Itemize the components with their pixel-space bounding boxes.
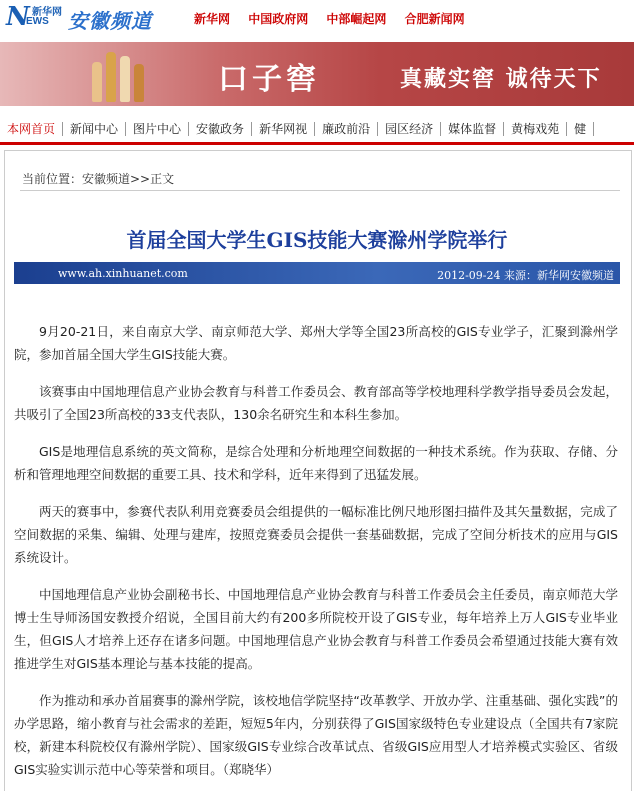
article-paragraph: 中国地理信息产业协会副秘书长、中国地理信息产业协会教育与科普工作委员会主任委员，南京师范大学博士生导师汤国安教授介绍说，全国目前大约有200多所院校开设了GIS专业，每年培养上万人GIS专业毕业生，但GIS人才培养上还存在诸多问题。中国地理信息产业协会教育与科普工作委员会希望通过技能大赛有效推进学生对GIS基本理论与基本技能的提高。 (14, 587, 618, 671)
top-link-zhongbu[interactable]: 中部崛起网 (326, 12, 387, 26)
nav-item-opera[interactable]: 黄梅戏苑 (504, 122, 567, 136)
nav-item-media[interactable]: 媒体监督 (441, 122, 504, 136)
article-meta: 2012-09-24 来源：新华网安徽频道 (437, 269, 614, 282)
top-links (194, 10, 479, 27)
nav-item-park[interactable]: 园区经济 (378, 122, 441, 136)
banner-brand: 口子窖 (218, 62, 320, 97)
article-paragraph: 两天的赛事中，参赛代表队利用竞赛委员会组提供的一幅标准比例尺地形图扫描件及其矢量数据，完成了空间数据的采集、编辑、处理与建库，按照竞赛委员会提供一套基础数据，完成了空间分析技术的应用与GIS系统设计。 (14, 504, 618, 565)
article-info-bar (14, 262, 620, 284)
top-link-hefei[interactable]: 合肥新闻网 (404, 12, 465, 26)
article-paragraph: 作为推动和承办首届赛事的滁州学院，该校地信学院坚持“改革教学、开放办学、注重基础、强化实践”的办学思路，缩小教育与社会需求的差距，短短5年内，分别获得了GIS国家级特色专业建设点（全国共有7家院校，新建本科院校仅有滁州学院）、国家级GIS专业综合改革试点、省级GIS应用型人才培养模式实验区、省级GIS实验实训示范中心等荣誉和项目。（郑晓华） (14, 693, 618, 777)
nav-item-gov[interactable]: 安徽政务 (189, 122, 252, 136)
top-link-gov[interactable]: 中国政府网 (248, 12, 309, 26)
site-logo[interactable] (4, 2, 174, 32)
breadcrumb-divider (20, 190, 620, 191)
main-nav (0, 118, 634, 145)
bottles-image (92, 46, 152, 102)
article-paragraph: 9月20-21日，来自南京大学、南京师范大学、郑州大学等全国23所高校的GIS专业学子，汇聚到滁州学院，参加首届全国大学生GIS技能大赛。 (14, 324, 618, 362)
article-paragraph: GIS是地理信息系统的英文简称，是综合处理和分析地理空间数据的一种技术系统。作为获取、存储、分析和管理地理空间数据的重要工具、技术和学科，近年来得到了迅猛发展。 (14, 444, 618, 482)
nav-item-lianzheng[interactable]: 廉政前沿 (315, 122, 378, 136)
nav-item-news[interactable]: 新闻中心 (63, 122, 126, 136)
nav-item-video[interactable]: 新华网视 (252, 122, 315, 136)
nav-item-health[interactable]: 健 (567, 122, 594, 136)
nav-item-home[interactable]: 本网首页 (0, 122, 63, 136)
logo-letter: N (6, 2, 30, 32)
logo-ews: EWS (26, 16, 49, 27)
top-link-xinhua[interactable]: 新华网 (194, 12, 231, 26)
ad-banner[interactable] (0, 42, 634, 106)
logo-xinhua: 新华网 (32, 7, 62, 18)
article-title: 首届全国大学生GIS技能大赛滁州学院举行 (126, 228, 508, 252)
article-url[interactable]: www.ah.xinhuanet.com (58, 267, 188, 280)
nav-item-photos[interactable]: 图片中心 (126, 122, 189, 136)
top-header (0, 0, 634, 36)
breadcrumb[interactable]: 当前位置：安徽频道>>正文 (22, 172, 175, 186)
article-body (14, 320, 618, 795)
banner-slogan: 真藏实窖 诚待天下 (400, 67, 602, 92)
logo-channel: 安徽频道 (68, 9, 152, 33)
article-paragraph: 该赛事由中国地理信息产业协会教育与科普工作委员会、教育部高等学校地理科学教学指导委员会发起，共吸引了全国23所高校的33支代表队，130余名研究生和本科生参加。 (14, 384, 618, 422)
